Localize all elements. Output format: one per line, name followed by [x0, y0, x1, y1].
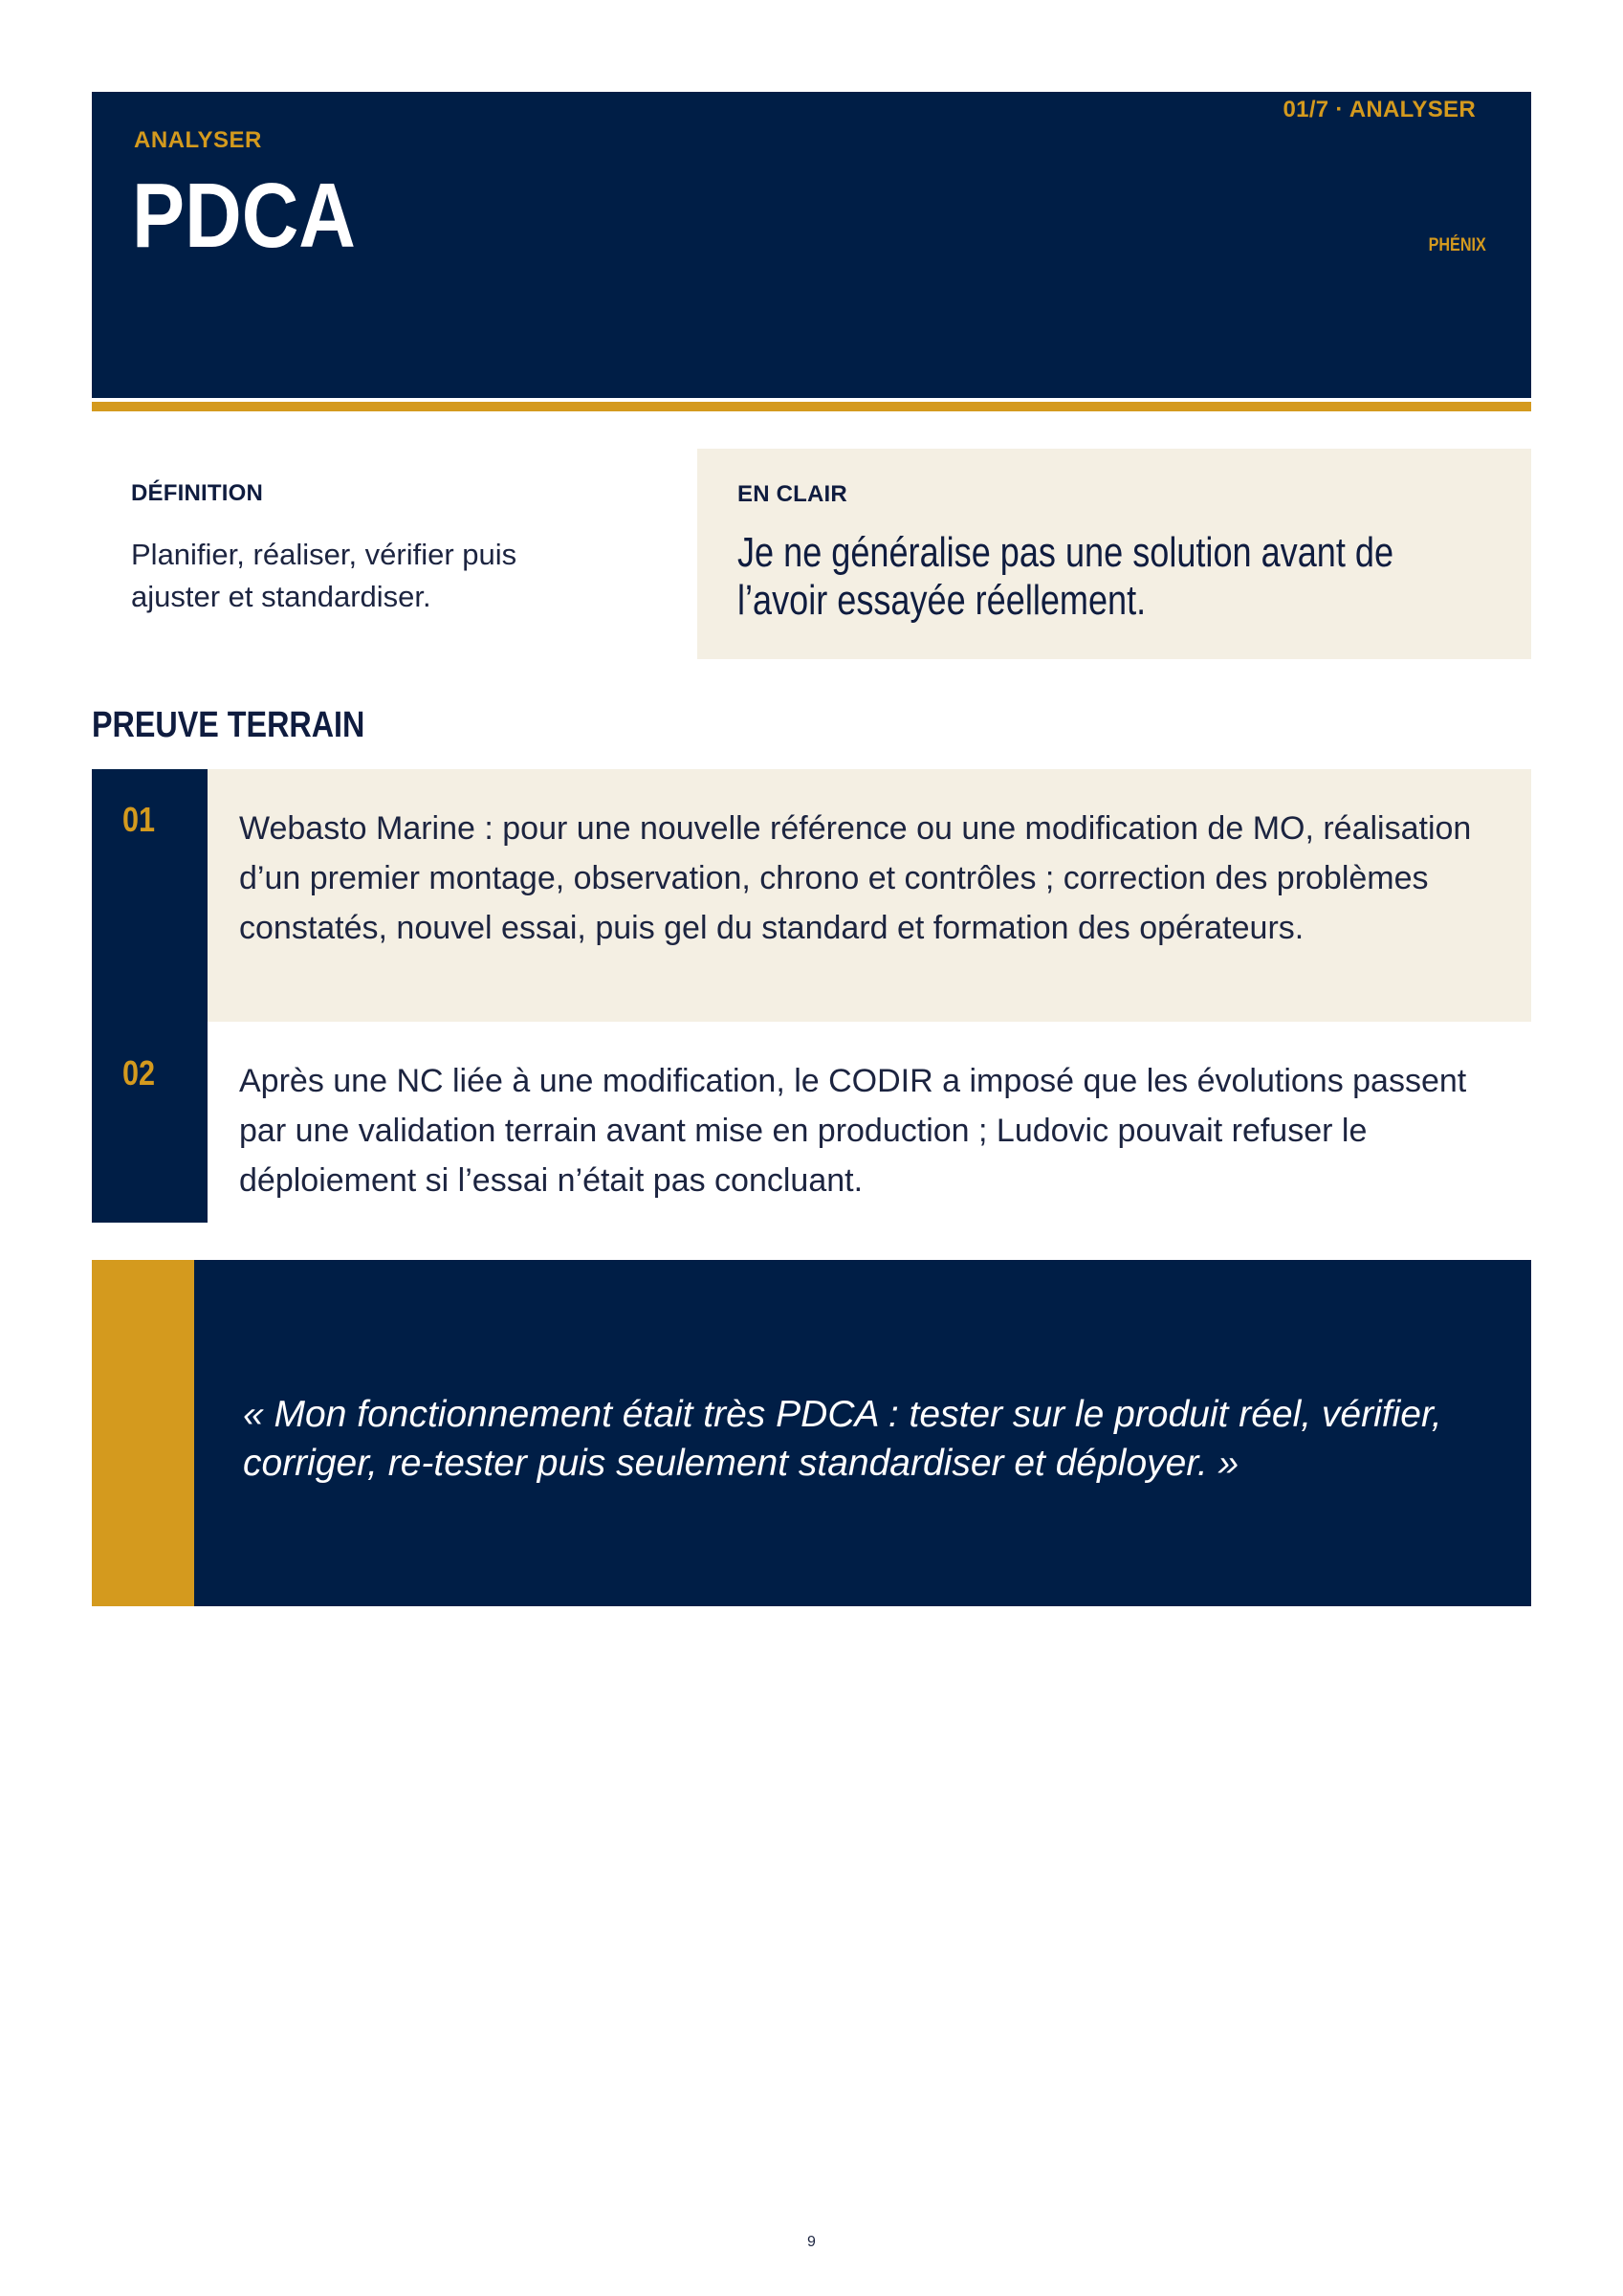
proof-text-01: Webasto Marine : pour une nouvelle référence ou une modification de MO, réalisation d’un premier montage, observation, chrono et contrôles ; correction des problèmes constatés, nouvel essai, puis gel du standard et formation des opérateurs.: [239, 810, 1472, 946]
proof-number-01: 01: [122, 800, 156, 839]
proof-item-02: [208, 1022, 1531, 1223]
proof-heading: PREUVE TERRAIN: [92, 705, 365, 745]
page-title: PDCA: [132, 165, 356, 267]
definition-label: DÉFINITION: [131, 480, 263, 506]
en-clair-text: Je ne généralise pas une solution avant de l’avoir essayée réellement.: [737, 529, 1394, 624]
definition-text: Planifier, réaliser, vérifier puis ajuster et standardiser.: [131, 538, 517, 613]
quote-box: [92, 1260, 1531, 1606]
definition-block: [131, 480, 561, 618]
proof-number-02: 02: [122, 1053, 156, 1093]
page-number: 9: [807, 2234, 816, 2250]
quote-gold-accent: [92, 1260, 194, 1606]
section-eyebrow: ANALYSER: [134, 127, 262, 153]
brand-label: PHÉNIX: [1428, 235, 1486, 255]
en-clair-box: [697, 449, 1531, 659]
proof-item-01: [208, 769, 1531, 1022]
header-banner: [92, 92, 1531, 398]
en-clair-label: EN CLAIR: [737, 481, 847, 507]
quote-text: « Mon fonctionnement était très PDCA : tester sur le produit réel, vérifier, corriger, re-tester puis seulement standardiser et déployer. »: [243, 1394, 1442, 1484]
chapter-counter: 01/7 · ANALYSER: [1283, 97, 1476, 122]
proof-text-02: Après une NC liée à une modification, le CODIR a imposé que les évolutions passent par une validation terrain avant mise en production ; Ludovic pouvait refuser le déploiement si l’essai n’était pas concluant.: [239, 1063, 1467, 1199]
header-gold-rule: [92, 402, 1531, 411]
